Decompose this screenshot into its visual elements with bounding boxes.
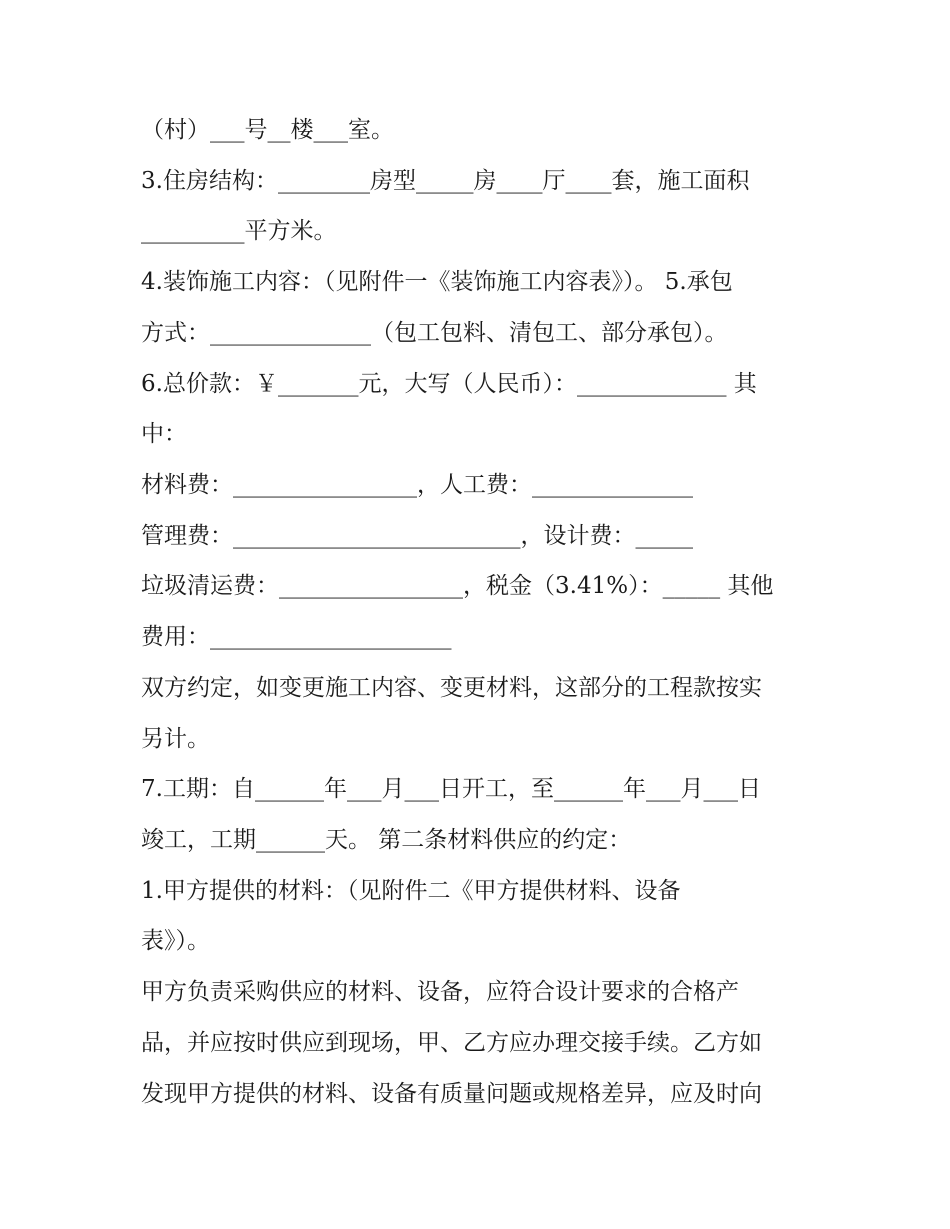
text-line-10: 垃圾清运费：________________，税金（3.41%）：_____ 其他 bbox=[141, 573, 774, 599]
text-line-9: 管理费：_________________________，设计费：_____ bbox=[141, 523, 693, 549]
text-line-12: 双方约定，如变更施工内容、变更材料，这部分的工程款按实 bbox=[141, 675, 762, 701]
text-line-18: 甲方负责采购供应的材料、设备，应符合设计要求的合格产 bbox=[141, 979, 739, 1005]
text-line-16: 1.甲方提供的材料：（见附件二《甲方提供材料、设备 bbox=[141, 878, 681, 904]
text-line-20: 发现甲方提供的材料、设备有质量问题或规格差异，应及时向 bbox=[141, 1081, 762, 1107]
text-line-19: 品，并应按时供应到现场，甲、乙方应办理交接手续。乙方如 bbox=[141, 1030, 762, 1056]
text-line-17: 表》）。 bbox=[141, 928, 210, 954]
text-line-4: 4.装饰施工内容：（见附件一《装饰施工内容表》）。 5.承包 bbox=[141, 269, 733, 295]
text-line-11: 费用：_____________________ bbox=[141, 624, 452, 650]
text-line-3: _________平方米。 bbox=[141, 218, 337, 244]
text-line-7: 中： bbox=[141, 421, 187, 447]
text-line-14: 7.工期：自______年___月___日开工，至______年___月___日 bbox=[141, 776, 761, 802]
text-line-8: 材料费：________________，人工费：______________ bbox=[141, 472, 693, 498]
text-line-6: 6.总价款：￥_______元，大写（人民币）：_____________ 其 bbox=[141, 371, 757, 397]
text-line-5: 方式：______________（包工包料、清包工、部分承包）。 bbox=[141, 320, 728, 346]
text-line-1: （村）___号__楼___室。 bbox=[141, 117, 394, 143]
text-line-2: 3.住房结构：________房型_____房____厅____套，施工面积 bbox=[141, 168, 750, 194]
text-line-15: 竣工，工期______天。 第二条材料供应的约定： bbox=[141, 827, 632, 853]
text-line-13: 另计。 bbox=[141, 726, 210, 752]
